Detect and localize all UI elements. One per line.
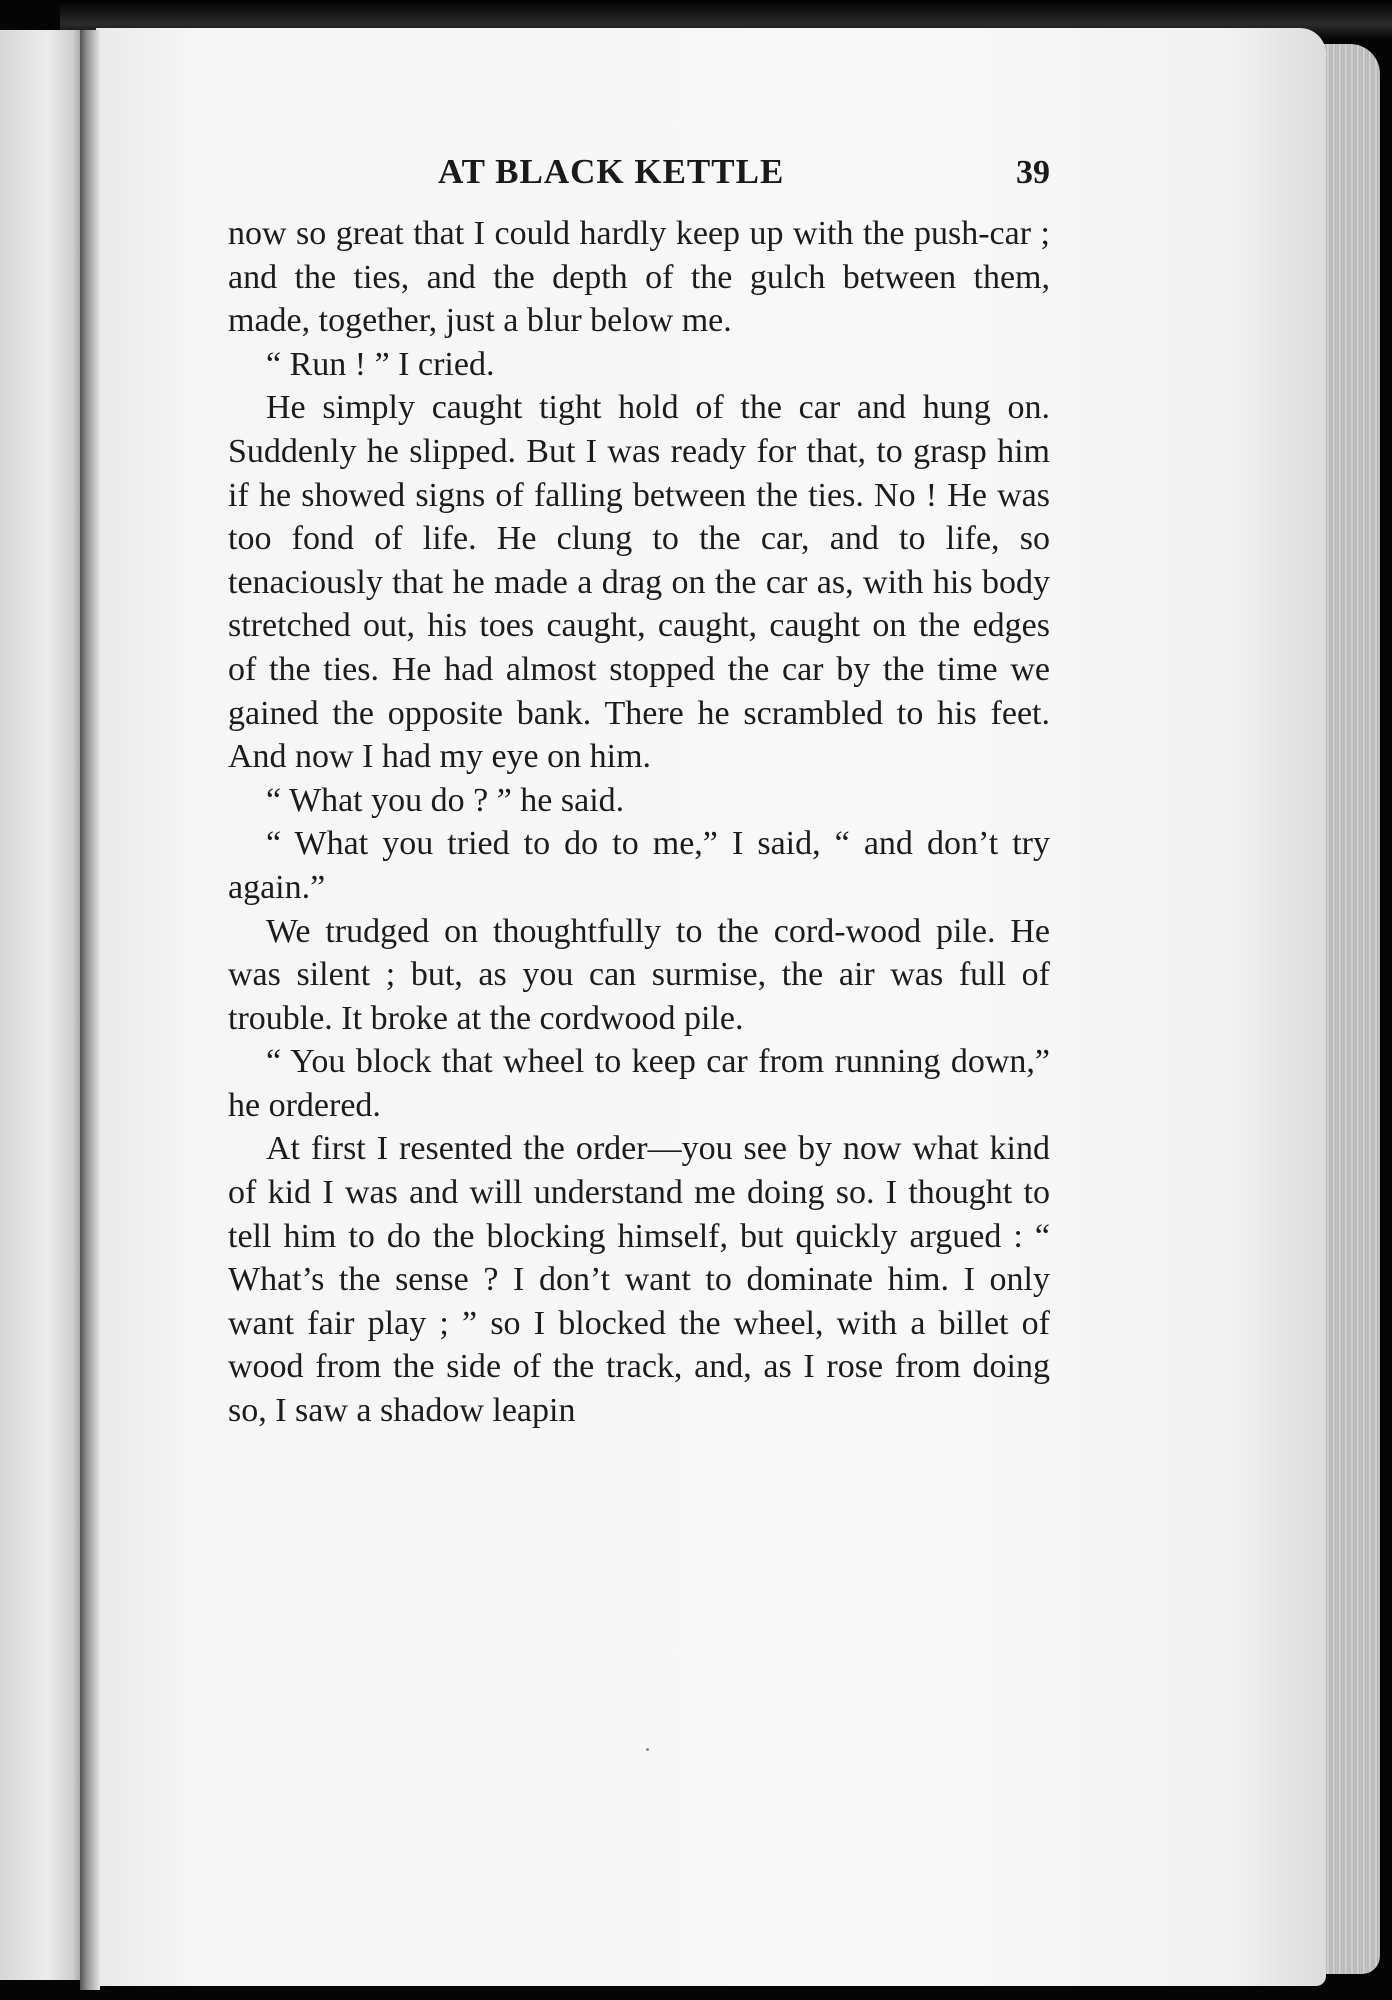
gutter-shadow: [80, 30, 100, 1990]
facing-page-edge: [0, 30, 86, 1980]
paragraph: “ What you tried to do to me,” I said, “ and don’t try again.”: [228, 825, 1050, 906]
paper-speck: [646, 1748, 649, 1751]
page-header: [228, 148, 1050, 208]
running-title: AT BLACK KETTLE: [438, 152, 785, 191]
page-stack-edges: [1318, 44, 1380, 1974]
paragraph: He simply caught tight hold of the car and hung on. Suddenly he slipped. But I was ready for that, to grasp him if he showed signs of falling between the ties. No ! He was too fond of life. He clung to the car, and to life, so tenaciously that he made a drag on the car as, with his body stretched out, his toes caught, caught, caught on the edges of the ties. He had almost stopped the car by the time we gained the opposite bank. There he scrambled to his feet. And now I had my eye on him.: [228, 389, 1050, 776]
paragraph: “ What you do ? ” he said.: [266, 781, 625, 819]
paragraph: now so great that I could hardly keep up with the push-car ; and the ties, and the depth of the gulch between them, made, together, just a blur below me.: [228, 215, 1050, 340]
paragraph: At first I resented the order—you see by now what kind of kid I was and will understand me doing so. I thought to tell him to do the blocking himself, but quickly argued : “ What’s the sense ? I don’t want to dominate him. I only want fair play ; ” so I blocked the wheel, with a billet of wood from the side of the track, and, as I rose from doing so, I saw a shadow leapin: [228, 1130, 1050, 1430]
paragraph: We trudged on thoughtfully to the cord-wood pile. He was silent ; but, as you can surmise, the air was full of trouble. It broke at the cordwood pile.: [228, 912, 1050, 1037]
paragraph: “ Run ! ” I cried.: [266, 345, 495, 383]
paragraph: “ You block that wheel to keep car from running down,” he ordered.: [228, 1043, 1050, 1124]
page-number: 39: [1016, 154, 1050, 191]
body-text: [228, 212, 1050, 1433]
